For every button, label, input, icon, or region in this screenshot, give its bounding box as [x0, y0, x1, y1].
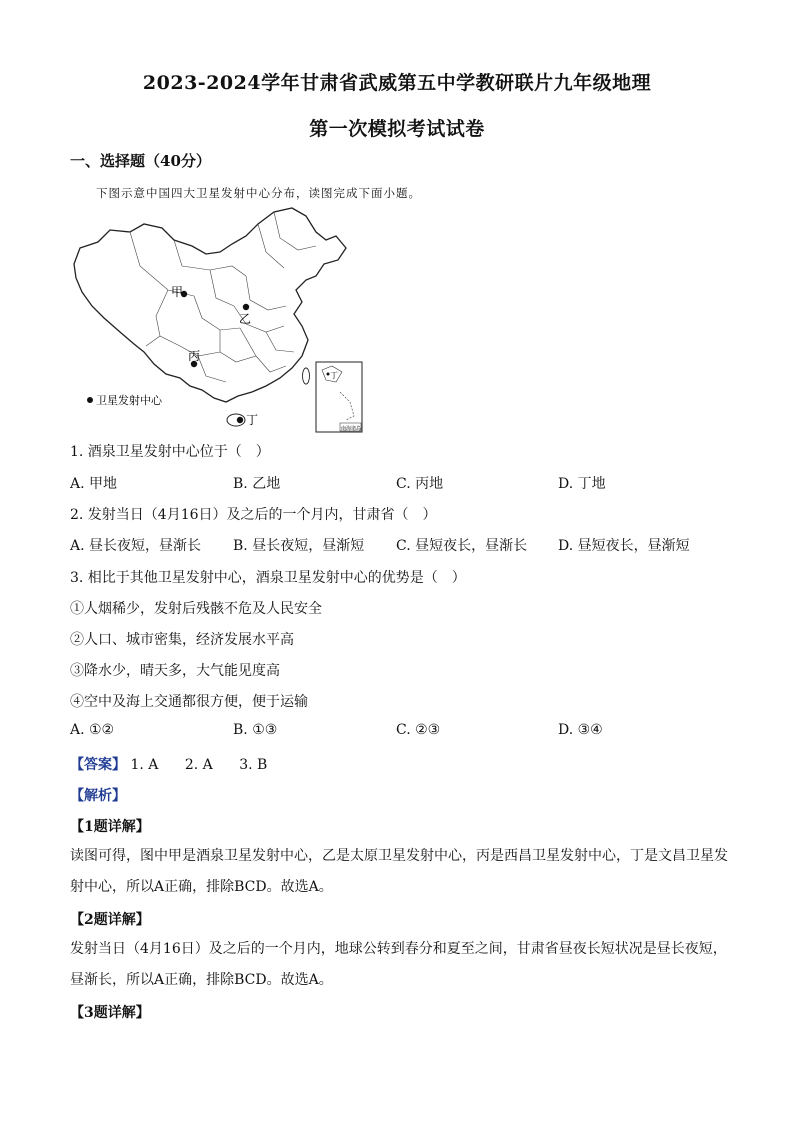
page-title: 2023-2024学年甘肃省武威第五中学教研联片九年级地理 — [142, 72, 652, 94]
q3-option-d[interactable]: D. ③④ — [558, 722, 603, 738]
q3-detail-label: 【3题详解】 — [70, 1005, 150, 1021]
answer-label: 【答案】 — [70, 757, 126, 773]
q1-option-c[interactable]: C. 丙地 — [396, 476, 444, 492]
legend-dot — [87, 397, 93, 403]
legend-label: 卫星发射中心 — [96, 394, 162, 407]
q3-statement-2: ②人口、城市密集，经济发展水平高 — [70, 632, 294, 648]
question-3-stem: 3. 相比于其他卫星发射中心，酒泉卫星发射中心的优势是（ ） — [70, 570, 466, 586]
q2-option-b[interactable]: B. 昼长夜短，昼渐短 — [233, 538, 365, 554]
answer-row — [70, 754, 289, 774]
label-yi: 乙 — [239, 312, 252, 326]
inset-caption: 南海诸岛 — [341, 426, 362, 432]
q2-option-c[interactable]: C. 昼短夜长，昼渐长 — [396, 538, 528, 554]
label-ding: 丁 — [246, 413, 259, 427]
question-intro: 下图示意中国四大卫星发射中心分布，读图完成下面小题。 — [96, 186, 421, 200]
q3-option-b[interactable]: B. ①③ — [233, 722, 278, 738]
question-2-stem: 2. 发射当日（4月16日）及之后的一个月内，甘肃省（ ） — [70, 507, 437, 523]
answer-2: 2. A — [184, 757, 213, 773]
label-jia: 甲 — [171, 285, 184, 299]
label-bing: 丙 — [188, 349, 201, 363]
china-launch-center-map — [70, 206, 370, 436]
q1-option-d[interactable]: D. 丁地 — [558, 476, 606, 492]
q3-statement-3: ③降水少，晴天多，大气能见度高 — [70, 663, 280, 679]
analysis-label: 【解析】 — [70, 788, 126, 804]
q1-detail-text: 读图可得，图中甲是酒泉卫星发射中心，乙是太原卫星发射中心，丙是西昌卫星发射中心，丁是文昌卫星发射中心，所以A正确，排除BCD。故选A。 — [70, 848, 728, 895]
launch-center-yi — [243, 304, 249, 310]
q2-detail-label: 【2题详解】 — [70, 912, 150, 928]
q2-detail-text: 发射当日（4月16日）及之后的一个月内，地球公转到春分和夏至之间，甘肃省昼夜长短状况是昼长夜短，昼渐长，所以A正确，排除BCD。故选A。 — [70, 941, 727, 988]
south-sea-inset — [316, 362, 362, 432]
q3-option-a[interactable]: A. ①② — [70, 722, 115, 738]
q1-detail-label: 【1题详解】 — [70, 819, 150, 835]
q1-option-b[interactable]: B. 乙地 — [233, 476, 281, 492]
q3-statement-4: ④空中及海上交通都很方便，便于运输 — [70, 694, 308, 710]
answer-1: 1. A — [130, 757, 159, 773]
q3-statement-1: ①人烟稀少，发射后残骸不危及人民安全 — [70, 601, 322, 617]
q2-option-d[interactable]: D. 昼短夜长，昼渐短 — [558, 538, 690, 554]
question-1-stem: 1. 酒泉卫星发射中心位于（ ） — [70, 444, 270, 460]
section-heading: 一、选择题（40分） — [70, 152, 211, 170]
q3-option-c[interactable]: C. ②③ — [396, 722, 441, 738]
q2-option-a[interactable]: A. 昼长夜短，昼渐长 — [70, 538, 202, 554]
taiwan-island — [303, 368, 310, 384]
page-subtitle: 第一次模拟考试试卷 — [309, 118, 485, 140]
answer-3: 3. B — [239, 757, 268, 773]
inset-label-ding: 丁 — [330, 371, 338, 380]
launch-center-ding — [237, 417, 243, 423]
q1-option-a[interactable]: A. 甲地 — [70, 476, 118, 492]
